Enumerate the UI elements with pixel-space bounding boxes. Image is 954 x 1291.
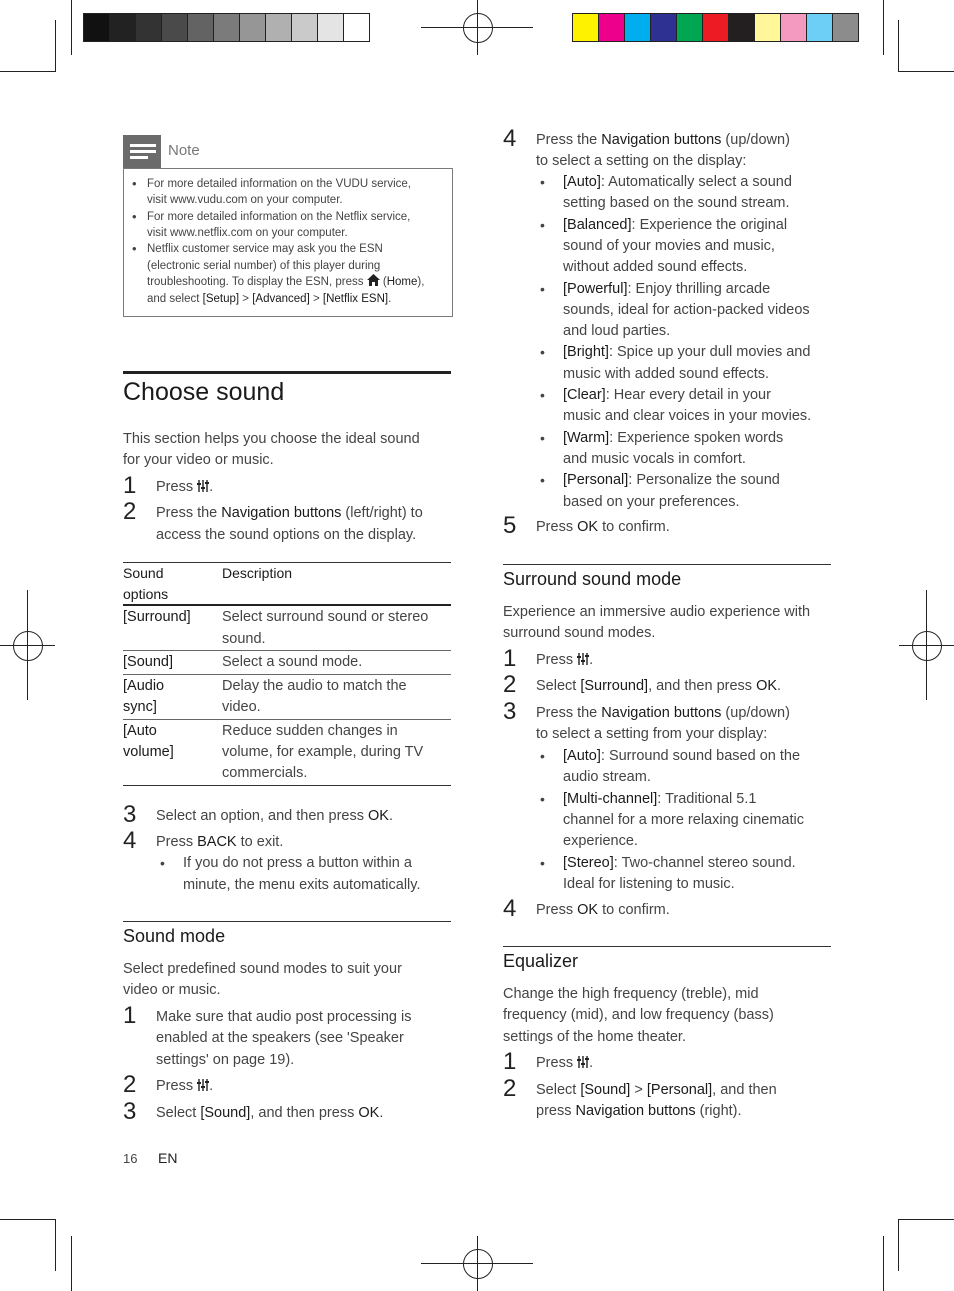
bullet-dot: • (132, 176, 137, 191)
surround-step-1: Press . (536, 652, 594, 668)
step-number: 1 (123, 472, 137, 499)
grayscale-color-bar (83, 13, 370, 42)
table-row-4-option-1: [Auto (123, 723, 157, 739)
step-text: to confirm. (602, 519, 670, 535)
mode-description: : Experience the original (631, 216, 788, 233)
bullet-dot: • (540, 748, 545, 764)
sound-settings-icon (577, 1056, 589, 1068)
ok-label: OK (577, 902, 599, 918)
advanced-label: [Advanced] (252, 293, 310, 305)
bullet-dot: • (540, 387, 545, 403)
section-rule (123, 921, 451, 922)
step-number: 2 (123, 498, 137, 525)
note-item-2-line-1: For more detailed information on the Netflix service, (147, 211, 411, 223)
mode-description: : Hear every detail in your (605, 387, 771, 403)
home-label: Home (386, 276, 418, 288)
table-row-rule (123, 650, 451, 651)
gray-swatch (240, 14, 266, 41)
table-row-1-desc-1: Select surround sound or stereo (222, 609, 429, 625)
equalizer-heading: Equalizer (503, 951, 579, 971)
mode-name: [Warm] (563, 429, 610, 446)
color-swatch (755, 14, 781, 41)
bullet-dot: • (540, 174, 545, 190)
table-row-rule (123, 674, 451, 675)
mode-item-line: Ideal for listening to music. (563, 875, 735, 892)
mode-name: [Auto] (563, 174, 601, 190)
step-text: Select (156, 1105, 197, 1121)
sound-mode-intro-1: Select predefined sound modes to suit your (123, 961, 402, 977)
note-item-1-line-1: For more detailed information on the VUDU service, (147, 178, 411, 190)
mode-name: [Balanced] (563, 216, 632, 233)
navigation-buttons-label: Navigation buttons (601, 705, 722, 721)
sound-settings-icon (197, 480, 209, 492)
step-number: 4 (503, 895, 517, 922)
mode-item-line: music and clear voices in your movies. (563, 408, 812, 425)
home-icon (367, 274, 380, 286)
mode-item-line: and music vocals in comfort. (563, 450, 746, 467)
mode-item-first-line (563, 215, 787, 236)
choose-step-4 (156, 832, 283, 853)
note-select-text: and select (147, 293, 200, 305)
step-text: Press the (536, 132, 598, 148)
gt-symbol: > (312, 293, 320, 305)
step-number: 4 (123, 827, 137, 854)
table-header-rule (123, 604, 451, 606)
step-text: Select (536, 1082, 577, 1098)
bullet-dot: • (540, 280, 545, 297)
step-text: Press (156, 1078, 194, 1094)
mode-name: [Stereo] (563, 854, 614, 871)
gray-swatch (188, 14, 214, 41)
sound-mode-step-1-line-1: Make sure that audio post processing is (156, 1009, 412, 1025)
color-swatch (625, 14, 651, 41)
sound-option-label: [Sound] (580, 1082, 631, 1098)
section-rule (503, 564, 831, 565)
surround-intro-1: Experience an immersive audio experience with (503, 604, 811, 620)
mode-item-first-line (563, 342, 810, 363)
choose-step-1: Press . (156, 479, 214, 495)
mode-item-first-line (563, 279, 770, 300)
ok-label: OK (577, 519, 599, 535)
ok-label: OK (756, 678, 778, 694)
mode-description: : Two-channel stereo sound. (613, 854, 796, 871)
page-number: 16 (123, 1151, 138, 1166)
right-step-4-line-1 (536, 130, 790, 151)
step-text: , and then press (648, 678, 753, 694)
step-text: Press (536, 902, 574, 918)
language-code: EN (158, 1150, 178, 1166)
mode-item-first-line (563, 428, 783, 449)
mode-description: : Automatically select a sound (600, 174, 792, 190)
table-row-1-option: [Surround] (123, 609, 191, 625)
color-swatch (573, 14, 599, 41)
bullet-dot: • (540, 854, 545, 871)
sound-settings-icon (197, 1079, 209, 1091)
step-text: Press (536, 652, 574, 668)
step-number: 3 (503, 698, 517, 725)
table-header-options-2: options (123, 586, 169, 602)
cmyk-color-bar (572, 13, 859, 42)
gray-swatch (318, 14, 344, 41)
step-text: Press the (156, 505, 218, 521)
ok-label: OK (358, 1105, 380, 1121)
gray-swatch (266, 14, 292, 41)
table-row-4-option-2: volume] (123, 744, 174, 760)
step-text: Press (156, 834, 194, 850)
step-number: 3 (123, 801, 137, 828)
mode-item-first-line (563, 853, 796, 874)
gray-swatch (110, 14, 136, 41)
color-swatch (833, 14, 858, 41)
mode-description: : Traditional 5.1 (657, 790, 757, 807)
step-number: 5 (503, 512, 517, 539)
mode-item-line: audio stream. (563, 769, 651, 786)
step-number: 1 (503, 1048, 517, 1075)
color-swatch (677, 14, 703, 41)
mode-description: : Spice up your dull movies and (608, 344, 811, 361)
mode-item-first-line (563, 789, 756, 810)
note-item-1-line-2: visit www.vudu.com on your computer. (147, 194, 343, 206)
table-row-3-desc-2: video. (222, 699, 261, 715)
mode-description: : Personalize the sound (628, 472, 780, 489)
step-number: 2 (123, 1071, 137, 1098)
note-item-2-line-2: visit www.netflix.com on your computer. (147, 227, 348, 239)
note-esn-text: troubleshooting. To display the ESN, press (147, 276, 364, 288)
table-row-2-desc-1: Select a sound mode. (222, 654, 363, 670)
mode-description: : Surround sound based on the (600, 748, 801, 764)
sound-mode-step-2: Press . (156, 1078, 214, 1094)
table-row-3-option-1: [Audio (123, 678, 165, 694)
bullet-dot: • (540, 216, 545, 233)
table-row-3-desc-1: Delay the audio to match the (222, 678, 407, 694)
step-text: Press (536, 1055, 574, 1071)
step-text: (up/down) (725, 132, 790, 148)
color-swatch (599, 14, 625, 41)
step-text: , and then (712, 1082, 777, 1098)
choose-step-2-line-2: access the sound options on the display. (156, 527, 417, 543)
mode-item-line: experience. (563, 833, 638, 850)
surround-step-3-line-2: to select a setting from your display: (536, 726, 768, 742)
surround-intro-2: surround sound modes. (503, 625, 656, 641)
step-text: Select (536, 678, 577, 694)
sound-mode-step-3: Select [Sound], and then press OK. (156, 1105, 384, 1121)
note-icon (123, 135, 161, 168)
section-rule (503, 946, 831, 947)
sound-mode-heading: Sound mode (123, 926, 226, 946)
color-swatch (703, 14, 729, 41)
note-title: Note (168, 142, 200, 159)
equalizer-step-1: Press . (536, 1055, 594, 1071)
gray-swatch (162, 14, 188, 41)
color-swatch (807, 14, 833, 41)
mode-item-first-line (563, 746, 800, 767)
surround-step-3-line-1 (536, 703, 790, 724)
mode-name: [Clear] (563, 387, 606, 403)
color-swatch (781, 14, 807, 41)
back-label: BACK (197, 834, 237, 850)
sound-option-label: [Sound] (200, 1105, 251, 1121)
table-row-4-desc-1: Reduce sudden changes in (222, 723, 398, 739)
step-text: Press (156, 479, 194, 495)
step-text: to confirm. (602, 902, 670, 918)
sound-settings-icon (577, 653, 589, 665)
table-bottom-rule (123, 785, 451, 786)
bullet-dot: • (540, 344, 545, 361)
step-text: , and then press (250, 1105, 355, 1121)
step-text: to exit. (240, 834, 284, 850)
step-text: Press the (536, 705, 598, 721)
step-text: (up/down) (725, 705, 790, 721)
mode-name: [Bright] (563, 344, 609, 361)
equalizer-step-2-line-1 (536, 1080, 777, 1101)
surround-option-label: [Surround] (580, 678, 649, 694)
bullet-dot: • (540, 472, 545, 489)
gray-swatch (136, 14, 162, 41)
gray-swatch (84, 14, 110, 41)
choose-intro-1: This section helps you choose the ideal sound (123, 431, 420, 447)
netflix-esn-label: [Netflix ESN] (322, 293, 389, 305)
color-swatch (729, 14, 755, 41)
choose-step-2-line-1 (156, 503, 423, 524)
equalizer-intro-1: Change the high frequency (treble), mid (503, 986, 759, 1002)
bullet-dot: • (132, 209, 137, 224)
sound-mode-intro-2: video or music. (123, 982, 221, 998)
mode-description: : Enjoy thrilling arcade (627, 280, 771, 297)
setup-label: [Setup] (202, 293, 240, 305)
gray-swatch (214, 14, 240, 41)
mode-item-line: music with added sound effects. (563, 365, 770, 382)
right-step-4-line-2: to select a setting on the display: (536, 153, 747, 169)
step-text: Press (536, 519, 574, 535)
step-number: 3 (123, 1098, 137, 1125)
choose-step-4-bullet-2: minute, the menu exits automatically. (183, 877, 421, 893)
step-text: (right). (699, 1103, 742, 1119)
mode-name: [Personal] (563, 472, 629, 489)
equalizer-step-2-line-2 (536, 1101, 742, 1122)
personal-option-label: [Personal] (646, 1082, 713, 1098)
right-step-5 (536, 517, 670, 538)
page-title: Choose sound (123, 378, 285, 406)
mode-item-line: sounds, ideal for action-packed videos (563, 301, 810, 318)
equalizer-intro-2: frequency (mid), and low frequency (bass) (503, 1007, 774, 1023)
step-number: 2 (503, 671, 517, 698)
step-number: 2 (503, 1075, 517, 1102)
mode-item-line: without added sound effects. (563, 259, 748, 276)
note-item-3-line-4: and select [Setup] > [Advanced] > [Netflix ESN]. (147, 293, 392, 305)
table-row-3-option-2: sync] (123, 699, 157, 715)
bullet-dot: • (132, 241, 137, 256)
bullet-dot: • (540, 429, 545, 446)
bullet-dot: • (540, 790, 545, 807)
gt-symbol: > (634, 1082, 643, 1098)
table-row-2-option: [Sound] (123, 654, 173, 670)
surround-step-4 (536, 900, 670, 921)
bullet-dot: • (160, 855, 165, 871)
table-row-rule (123, 719, 451, 720)
mode-name: [Multi-channel] (563, 790, 658, 807)
mode-item-first-line (563, 385, 771, 406)
mode-item-line: channel for a more relaxing cinematic (563, 811, 804, 828)
navigation-buttons-label: Navigation buttons (221, 505, 342, 521)
mode-item-line: setting based on the sound stream. (563, 195, 790, 212)
step-number: 1 (123, 1002, 137, 1029)
choose-step-3: Select an option, and then press OK. (156, 808, 393, 824)
sound-mode-step-1-line-2: enabled at the speakers (see 'Speaker (156, 1030, 404, 1046)
step-number: 1 (503, 645, 517, 672)
table-header-options-1: Sound (123, 565, 164, 581)
step-number: 4 (503, 125, 517, 152)
table-header-description: Description (222, 565, 293, 581)
mode-name: [Auto] (563, 748, 601, 764)
note-item-3-line-3: troubleshooting. To display the ESN, press (Home), (147, 276, 425, 288)
step-text: Select an option, and then press (156, 808, 364, 824)
section-rule-thick (123, 371, 451, 374)
note-item-3-line-1: Netflix customer service may ask you the ESN (147, 243, 383, 255)
choose-intro-2: for your video or music. (123, 452, 274, 468)
navigation-buttons-label: Navigation buttons (601, 132, 722, 148)
table-row-4-desc-2: volume, for example, during TV (222, 744, 424, 760)
choose-step-4-bullet-1: If you do not press a button within a (183, 855, 412, 871)
color-swatch (651, 14, 677, 41)
mode-description: : Experience spoken words (609, 429, 784, 446)
ok-label: OK (368, 808, 389, 824)
table-row-1-desc-2: sound. (222, 631, 266, 647)
surround-step-2: Select [Surround], and then press OK. (536, 678, 782, 694)
equalizer-intro-3: settings of the home theater. (503, 1029, 686, 1045)
surround-heading: Surround sound mode (503, 569, 682, 589)
navigation-buttons-label: Navigation buttons (575, 1103, 696, 1119)
gray-swatch (292, 14, 318, 41)
mode-name: [Powerful] (563, 280, 628, 297)
mode-item-first-line (563, 172, 792, 193)
sound-mode-step-1-line-3: settings' on page 19). (156, 1052, 295, 1068)
mode-item-line: sound of your movies and music, (563, 237, 775, 254)
step-text: press (536, 1103, 572, 1119)
gt-symbol: > (242, 293, 250, 305)
table-row-4-desc-3: commercials. (222, 765, 308, 781)
mode-item-line: based on your preferences. (563, 493, 740, 510)
mode-item-line: and loud parties. (563, 323, 671, 340)
note-item-3-line-2: (electronic serial number) of this player during (147, 260, 381, 272)
mode-item-first-line (563, 470, 780, 491)
gray-swatch (344, 14, 369, 41)
step-text: (left/right) to (345, 505, 423, 521)
